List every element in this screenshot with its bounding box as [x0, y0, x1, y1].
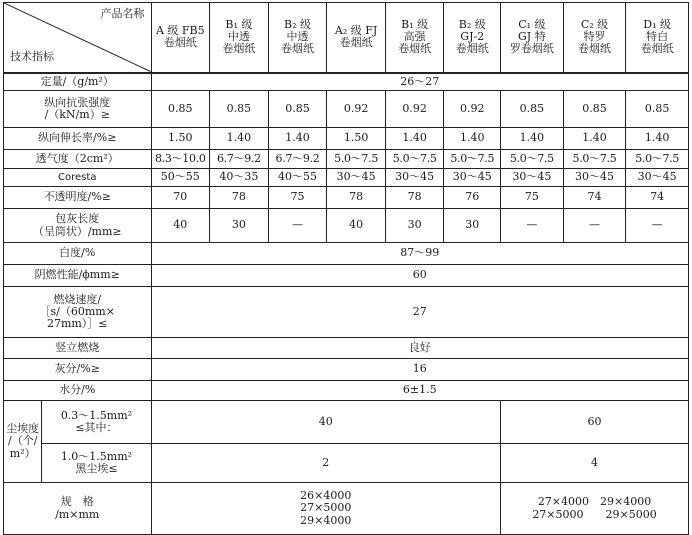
cell-value: 0.85 — [626, 91, 689, 128]
cell-value: 8.3～10.0 — [151, 150, 210, 169]
spanned-value: 6±1.5 — [151, 381, 689, 401]
cell-value: 5.0～7.5 — [444, 150, 501, 169]
product-header: B₁ 级 高强 卷烟纸 — [385, 3, 444, 73]
smoulder-row — [4, 265, 689, 287]
cell-value: 75 — [501, 187, 564, 209]
cell-value: 1.50 — [327, 128, 386, 150]
cell-value: 5.0～7.5 — [626, 150, 689, 169]
cell-value: 30～45 — [327, 169, 386, 187]
cell-value: 6.7～9.2 — [210, 150, 269, 169]
cell-value: 6.7～9.2 — [268, 150, 327, 169]
row-label: 不透明度/%≥ — [4, 187, 152, 209]
corner-product-name: 产品名称 — [100, 7, 145, 20]
cell-value: 1.40 — [563, 128, 626, 150]
cell-value: 30～45 — [563, 169, 626, 187]
cell-value: 0.92 — [385, 91, 444, 128]
cell-value: 0.85 — [151, 91, 210, 128]
cell-value: — — [563, 209, 626, 243]
basis-weight-row — [4, 73, 689, 91]
row-label: 定量/（g/m²） — [4, 73, 152, 91]
product-header: D₁ 级 特白 卷烟纸 — [626, 3, 689, 73]
product-header: C₁ 级 GJ 特 罗卷烟纸 — [501, 3, 564, 73]
cell-value: 0.85 — [501, 91, 564, 128]
row-label: 纵向伸长率/%≥ — [4, 128, 152, 150]
cell-value: 1.40 — [501, 128, 564, 150]
cell-value: 5.0～7.5 — [563, 150, 626, 169]
permeability-row-top — [4, 150, 689, 169]
spanned-value: 60 — [151, 265, 689, 287]
cell-value: 74 — [626, 187, 689, 209]
cell-value: 0.92 — [444, 91, 501, 128]
dust-row-bottom — [4, 444, 689, 483]
dust-value-right: 4 — [501, 444, 689, 483]
product-header: B₂ 级 中透 卷烟纸 — [268, 3, 327, 73]
cell-value: — — [501, 209, 564, 243]
cell-value: 1.50 — [151, 128, 210, 150]
cell-value: 40～35 — [210, 169, 269, 187]
cell-value: 78 — [210, 187, 269, 209]
cell-value: 30 — [385, 209, 444, 243]
spanned-value: 良好 — [151, 338, 689, 359]
cell-value: 1.40 — [385, 128, 444, 150]
ash-length-row — [4, 209, 689, 243]
size-value-right: 27×4000 29×4000 27×5000 29×5000 — [501, 483, 689, 535]
row-label: 白度/% — [4, 243, 152, 265]
cell-value: 1.40 — [268, 128, 327, 150]
dust-label: 尘埃度 /（个/ m²） — [4, 401, 42, 483]
product-header: C₂ 级 特罗 卷烟纸 — [563, 3, 626, 73]
spec-table — [3, 2, 689, 535]
dust-row-top — [4, 401, 689, 444]
cell-value: 76 — [444, 187, 501, 209]
cell-value: 30～45 — [385, 169, 444, 187]
cell-value: 0.85 — [563, 91, 626, 128]
cell-value: 0.85 — [268, 91, 327, 128]
size-value-left: 26×4000 27×5000 29×4000 — [151, 483, 501, 535]
cell-value: — — [626, 209, 689, 243]
cell-value: 30～45 — [501, 169, 564, 187]
cell-value: 0.85 — [210, 91, 269, 128]
row-label: 纵向抗张强度 /（kN/m）≥ — [4, 91, 152, 128]
cell-value: 5.0～7.5 — [385, 150, 444, 169]
spanned-value: 27 — [151, 287, 689, 338]
header-corner-cell — [4, 3, 152, 73]
row-label: 阴燃性能/ϕmm≥ — [4, 265, 152, 287]
row-label: 透气度（2cm²） — [4, 150, 152, 169]
corner-technical-index: 技术指标 — [10, 50, 54, 64]
row-label: 水分/% — [4, 381, 152, 401]
product-header: A 级 FB5 卷烟纸 — [151, 3, 210, 73]
cell-value: 30～45 — [626, 169, 689, 187]
row-label: 规 格 /m×mm — [4, 483, 152, 535]
spanned-value: 87～99 — [151, 243, 689, 265]
row-label: 灰分/%≥ — [4, 359, 152, 381]
ash-row — [4, 359, 689, 381]
permeability-row-bottom — [4, 169, 689, 187]
tensile-row — [4, 91, 689, 128]
opacity-row — [4, 187, 689, 209]
cell-value: 40～55 — [268, 169, 327, 187]
burn-rate-row — [4, 287, 689, 338]
moisture-row — [4, 381, 689, 401]
vertical-burn-row — [4, 338, 689, 359]
spanned-value: 16 — [151, 359, 689, 381]
dust-sub-label: 1.0～1.5mm² 黑尘埃≤ — [42, 444, 151, 483]
dust-sub-label: 0.3～1.5mm² ≤其中： — [42, 401, 151, 444]
cell-value: 40 — [151, 209, 210, 243]
product-header: A₂ 级 FJ 卷烟纸 — [327, 3, 386, 73]
cell-value: 1.40 — [444, 128, 501, 150]
row-label: Coresta — [4, 169, 152, 187]
cell-value: 70 — [151, 187, 210, 209]
dust-value-left: 40 — [151, 401, 501, 444]
cell-value: 1.40 — [210, 128, 269, 150]
cell-value: 0.92 — [327, 91, 386, 128]
cell-value: 30 — [444, 209, 501, 243]
cell-value: 78 — [327, 187, 386, 209]
dust-value-left: 2 — [151, 444, 501, 483]
dust-value-right: 60 — [501, 401, 689, 444]
cell-value: 78 — [385, 187, 444, 209]
cell-value: 5.0～7.5 — [501, 150, 564, 169]
product-header: B₁ 级 中透 卷烟纸 — [210, 3, 269, 73]
cell-value: 30 — [210, 209, 269, 243]
cell-value: 40 — [327, 209, 386, 243]
spanned-value: 26～27 — [151, 73, 689, 91]
cell-value: 30～45 — [444, 169, 501, 187]
row-label: 竖立燃烧 — [4, 338, 152, 359]
cell-value: — — [268, 209, 327, 243]
whiteness-row — [4, 243, 689, 265]
row-label: 包灰长度 （呈筒状）/mm≥ — [4, 209, 152, 243]
cell-value: 75 — [268, 187, 327, 209]
header-row — [4, 3, 689, 73]
size-row — [4, 483, 689, 535]
cell-value: 50～55 — [151, 169, 210, 187]
cell-value: 74 — [563, 187, 626, 209]
row-label: 燃烧速度/ ［s/（60mm× 27mm）］≤ — [4, 287, 152, 338]
cell-value: 1.40 — [626, 128, 689, 150]
elongation-row — [4, 128, 689, 150]
product-header: B₂ 级 GJ-2 卷烟纸 — [444, 3, 501, 73]
cell-value: 5.0～7.5 — [327, 150, 386, 169]
